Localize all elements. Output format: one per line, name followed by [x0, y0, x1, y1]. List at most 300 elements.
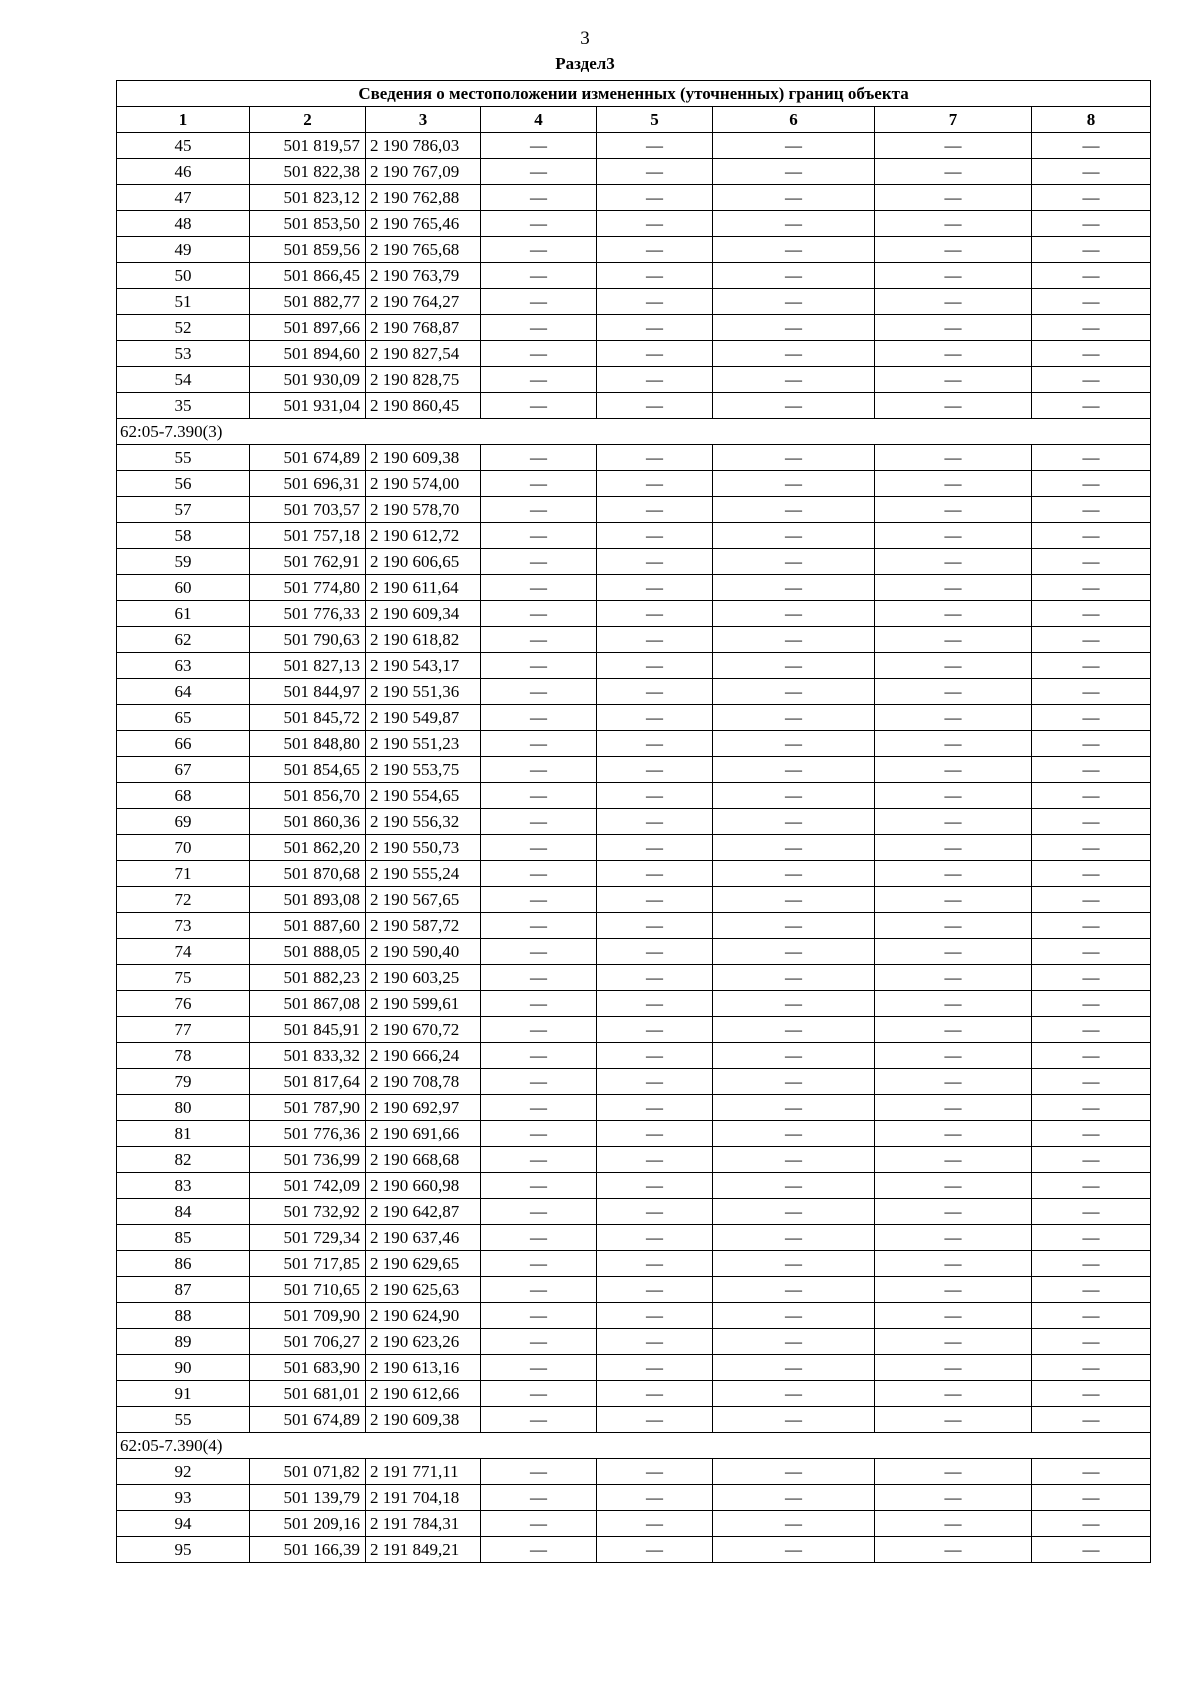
- group-row: [117, 419, 1151, 445]
- dash-cell: —: [597, 1095, 713, 1121]
- table-row: [117, 731, 1151, 757]
- dash-cell: —: [713, 549, 875, 575]
- group-label: 62:05-7.390(4): [117, 1433, 1151, 1459]
- table-row: [117, 367, 1151, 393]
- dash-cell: —: [481, 1251, 597, 1277]
- dash-cell: —: [1032, 237, 1151, 263]
- dash-cell: —: [597, 1485, 713, 1511]
- x-coordinate: 501 848,80: [250, 731, 366, 757]
- dash-cell: —: [481, 1095, 597, 1121]
- dash-cell: —: [713, 237, 875, 263]
- y-coordinate: 2 190 574,00: [366, 471, 481, 497]
- y-coordinate: 2 190 612,72: [366, 523, 481, 549]
- dash-cell: —: [597, 393, 713, 419]
- dash-cell: —: [481, 679, 597, 705]
- table-row: [117, 445, 1151, 471]
- dash-cell: —: [597, 1277, 713, 1303]
- dash-cell: —: [875, 1459, 1032, 1485]
- dash-cell: —: [713, 1251, 875, 1277]
- dash-cell: —: [875, 1303, 1032, 1329]
- dash-cell: —: [1032, 1225, 1151, 1251]
- x-coordinate: 501 776,33: [250, 601, 366, 627]
- table-row: [117, 1537, 1151, 1563]
- dash-cell: —: [1032, 133, 1151, 159]
- x-coordinate: 501 776,36: [250, 1121, 366, 1147]
- group-label: 62:05-7.390(3): [117, 419, 1151, 445]
- dash-cell: —: [481, 705, 597, 731]
- x-coordinate: 501 856,70: [250, 783, 366, 809]
- point-number: 76: [117, 991, 250, 1017]
- dash-cell: —: [875, 1537, 1032, 1563]
- dash-cell: —: [481, 263, 597, 289]
- dash-cell: —: [875, 705, 1032, 731]
- dash-cell: —: [1032, 1407, 1151, 1433]
- table-row: [117, 575, 1151, 601]
- point-number: 86: [117, 1251, 250, 1277]
- x-coordinate: 501 709,90: [250, 1303, 366, 1329]
- x-coordinate: 501 817,64: [250, 1069, 366, 1095]
- y-coordinate: 2 190 625,63: [366, 1277, 481, 1303]
- dash-cell: —: [875, 965, 1032, 991]
- x-coordinate: 501 757,18: [250, 523, 366, 549]
- table-row: [117, 757, 1151, 783]
- dash-cell: —: [1032, 497, 1151, 523]
- dash-cell: —: [713, 757, 875, 783]
- dash-cell: —: [481, 393, 597, 419]
- dash-cell: —: [1032, 1511, 1151, 1537]
- point-number: 88: [117, 1303, 250, 1329]
- dash-cell: —: [597, 705, 713, 731]
- dash-cell: —: [481, 1121, 597, 1147]
- dash-cell: —: [597, 471, 713, 497]
- point-number: 54: [117, 367, 250, 393]
- table-row: [117, 1043, 1151, 1069]
- dash-cell: —: [481, 159, 597, 185]
- dash-cell: —: [875, 1147, 1032, 1173]
- column-header: 6: [713, 107, 875, 133]
- table-row: [117, 965, 1151, 991]
- table-row: [117, 913, 1151, 939]
- dash-cell: —: [597, 523, 713, 549]
- dash-cell: —: [481, 601, 597, 627]
- column-header: 7: [875, 107, 1032, 133]
- dash-cell: —: [875, 783, 1032, 809]
- point-number: 65: [117, 705, 250, 731]
- dash-cell: —: [713, 1095, 875, 1121]
- dash-cell: —: [597, 783, 713, 809]
- x-coordinate: 501 071,82: [250, 1459, 366, 1485]
- dash-cell: —: [1032, 679, 1151, 705]
- dash-cell: —: [597, 1251, 713, 1277]
- table-row: [117, 939, 1151, 965]
- dash-cell: —: [481, 133, 597, 159]
- dash-cell: —: [597, 757, 713, 783]
- table-row: [117, 1069, 1151, 1095]
- table-row: [117, 185, 1151, 211]
- dash-cell: —: [1032, 861, 1151, 887]
- dash-cell: —: [713, 601, 875, 627]
- dash-cell: —: [481, 575, 597, 601]
- dash-cell: —: [875, 211, 1032, 237]
- table-row: [117, 861, 1151, 887]
- dash-cell: —: [597, 731, 713, 757]
- dash-cell: —: [713, 289, 875, 315]
- x-coordinate: 501 833,32: [250, 1043, 366, 1069]
- dash-cell: —: [1032, 471, 1151, 497]
- x-coordinate: 501 732,92: [250, 1199, 366, 1225]
- table-row: [117, 887, 1151, 913]
- y-coordinate: 2 190 578,70: [366, 497, 481, 523]
- x-coordinate: 501 930,09: [250, 367, 366, 393]
- dash-cell: —: [597, 1121, 713, 1147]
- table-row: [117, 497, 1151, 523]
- point-number: 35: [117, 393, 250, 419]
- dash-cell: —: [1032, 1199, 1151, 1225]
- dash-cell: —: [597, 549, 713, 575]
- point-number: 49: [117, 237, 250, 263]
- dash-cell: —: [597, 1173, 713, 1199]
- table-row: [117, 523, 1151, 549]
- x-coordinate: 501 683,90: [250, 1355, 366, 1381]
- x-coordinate: 501 860,36: [250, 809, 366, 835]
- dash-cell: —: [713, 809, 875, 835]
- dash-cell: —: [481, 1459, 597, 1485]
- page-number: 3: [580, 28, 590, 49]
- y-coordinate: 2 190 609,34: [366, 601, 481, 627]
- dash-cell: —: [875, 731, 1032, 757]
- dash-cell: —: [875, 237, 1032, 263]
- dash-cell: —: [481, 549, 597, 575]
- dash-cell: —: [713, 341, 875, 367]
- dash-cell: —: [1032, 601, 1151, 627]
- table-row: [117, 1173, 1151, 1199]
- coordinates-table: [116, 80, 1151, 1563]
- point-number: 51: [117, 289, 250, 315]
- table-row: [117, 1381, 1151, 1407]
- dash-cell: —: [713, 913, 875, 939]
- y-coordinate: 2 190 768,87: [366, 315, 481, 341]
- y-coordinate: 2 190 642,87: [366, 1199, 481, 1225]
- dash-cell: —: [597, 1043, 713, 1069]
- table-row: [117, 705, 1151, 731]
- dash-cell: —: [597, 211, 713, 237]
- dash-cell: —: [875, 1069, 1032, 1095]
- point-number: 62: [117, 627, 250, 653]
- y-coordinate: 2 190 590,40: [366, 939, 481, 965]
- dash-cell: —: [481, 1069, 597, 1095]
- dash-cell: —: [481, 1303, 597, 1329]
- y-coordinate: 2 190 691,66: [366, 1121, 481, 1147]
- point-number: 60: [117, 575, 250, 601]
- dash-cell: —: [481, 315, 597, 341]
- dash-cell: —: [597, 1355, 713, 1381]
- table-title: Сведения о местоположении измененных (уточненных) границ объекта: [117, 81, 1151, 107]
- dash-cell: —: [481, 185, 597, 211]
- dash-cell: —: [597, 1069, 713, 1095]
- dash-cell: —: [713, 939, 875, 965]
- point-number: 75: [117, 965, 250, 991]
- dash-cell: —: [1032, 1329, 1151, 1355]
- y-coordinate: 2 190 860,45: [366, 393, 481, 419]
- y-coordinate: 2 190 606,65: [366, 549, 481, 575]
- y-coordinate: 2 190 692,97: [366, 1095, 481, 1121]
- point-number: 81: [117, 1121, 250, 1147]
- dash-cell: —: [713, 1537, 875, 1563]
- dash-cell: —: [1032, 705, 1151, 731]
- dash-cell: —: [875, 757, 1032, 783]
- y-coordinate: 2 190 613,16: [366, 1355, 481, 1381]
- dash-cell: —: [1032, 757, 1151, 783]
- y-coordinate: 2 190 623,26: [366, 1329, 481, 1355]
- table-row: [117, 653, 1151, 679]
- dash-cell: —: [597, 445, 713, 471]
- y-coordinate: 2 190 629,65: [366, 1251, 481, 1277]
- dash-cell: —: [713, 367, 875, 393]
- dash-cell: —: [597, 1017, 713, 1043]
- point-number: 55: [117, 445, 250, 471]
- dash-cell: —: [1032, 523, 1151, 549]
- dash-cell: —: [713, 1355, 875, 1381]
- dash-cell: —: [1032, 393, 1151, 419]
- group-row: [117, 1433, 1151, 1459]
- dash-cell: —: [1032, 1173, 1151, 1199]
- dash-cell: —: [481, 1537, 597, 1563]
- point-number: 64: [117, 679, 250, 705]
- dash-cell: —: [1032, 1277, 1151, 1303]
- dash-cell: —: [597, 263, 713, 289]
- dash-cell: —: [713, 679, 875, 705]
- dash-cell: —: [1032, 783, 1151, 809]
- dash-cell: —: [875, 1407, 1032, 1433]
- x-coordinate: 501 774,80: [250, 575, 366, 601]
- dash-cell: —: [875, 1251, 1032, 1277]
- dash-cell: —: [713, 1485, 875, 1511]
- y-coordinate: 2 190 587,72: [366, 913, 481, 939]
- dash-cell: —: [1032, 939, 1151, 965]
- dash-cell: —: [875, 1329, 1032, 1355]
- point-number: 53: [117, 341, 250, 367]
- dash-cell: —: [875, 1381, 1032, 1407]
- dash-cell: —: [713, 653, 875, 679]
- dash-cell: —: [875, 1095, 1032, 1121]
- dash-cell: —: [875, 263, 1032, 289]
- x-coordinate: 501 762,91: [250, 549, 366, 575]
- dash-cell: —: [481, 1277, 597, 1303]
- dash-cell: —: [875, 393, 1032, 419]
- dash-cell: —: [875, 835, 1032, 861]
- dash-cell: —: [713, 887, 875, 913]
- dash-cell: —: [1032, 1121, 1151, 1147]
- point-number: 85: [117, 1225, 250, 1251]
- point-number: 52: [117, 315, 250, 341]
- x-coordinate: 501 787,90: [250, 1095, 366, 1121]
- x-coordinate: 501 822,38: [250, 159, 366, 185]
- y-coordinate: 2 190 708,78: [366, 1069, 481, 1095]
- dash-cell: —: [481, 835, 597, 861]
- point-number: 91: [117, 1381, 250, 1407]
- dash-cell: —: [875, 601, 1032, 627]
- point-number: 56: [117, 471, 250, 497]
- table-row: [117, 783, 1151, 809]
- dash-cell: —: [597, 809, 713, 835]
- dash-cell: —: [713, 445, 875, 471]
- table-row: [117, 159, 1151, 185]
- dash-cell: —: [481, 445, 597, 471]
- dash-cell: —: [875, 471, 1032, 497]
- column-header-row: [117, 107, 1151, 133]
- dash-cell: —: [481, 471, 597, 497]
- x-coordinate: 501 854,65: [250, 757, 366, 783]
- dash-cell: —: [713, 705, 875, 731]
- point-number: 57: [117, 497, 250, 523]
- dash-cell: —: [875, 549, 1032, 575]
- dash-cell: —: [875, 185, 1032, 211]
- table-row: [117, 549, 1151, 575]
- table-body: [117, 81, 1151, 1563]
- dash-cell: —: [481, 1381, 597, 1407]
- point-number: 83: [117, 1173, 250, 1199]
- x-coordinate: 501 139,79: [250, 1485, 366, 1511]
- table-row: [117, 1095, 1151, 1121]
- x-coordinate: 501 681,01: [250, 1381, 366, 1407]
- point-number: 68: [117, 783, 250, 809]
- y-coordinate: 2 190 668,68: [366, 1147, 481, 1173]
- table-row: [117, 809, 1151, 835]
- dash-cell: —: [713, 861, 875, 887]
- dash-cell: —: [713, 471, 875, 497]
- dash-cell: —: [597, 341, 713, 367]
- dash-cell: —: [481, 783, 597, 809]
- point-number: 59: [117, 549, 250, 575]
- dash-cell: —: [481, 1147, 597, 1173]
- x-coordinate: 501 674,89: [250, 445, 366, 471]
- column-header: 5: [597, 107, 713, 133]
- y-coordinate: 2 190 609,38: [366, 1407, 481, 1433]
- dash-cell: —: [1032, 1355, 1151, 1381]
- dash-cell: —: [481, 237, 597, 263]
- y-coordinate: 2 190 624,90: [366, 1303, 481, 1329]
- x-coordinate: 501 887,60: [250, 913, 366, 939]
- table-row: [117, 1511, 1151, 1537]
- dash-cell: —: [481, 627, 597, 653]
- dash-cell: —: [875, 523, 1032, 549]
- dash-cell: —: [597, 159, 713, 185]
- dash-cell: —: [713, 1459, 875, 1485]
- dash-cell: —: [597, 835, 713, 861]
- dash-cell: —: [1032, 1381, 1151, 1407]
- x-coordinate: 501 853,50: [250, 211, 366, 237]
- table-row: [117, 289, 1151, 315]
- y-coordinate: 2 190 827,54: [366, 341, 481, 367]
- dash-cell: —: [713, 1017, 875, 1043]
- table-row: [117, 1277, 1151, 1303]
- dash-cell: —: [875, 1277, 1032, 1303]
- x-coordinate: 501 870,68: [250, 861, 366, 887]
- y-coordinate: 2 190 599,61: [366, 991, 481, 1017]
- dash-cell: —: [481, 939, 597, 965]
- y-coordinate: 2 190 767,09: [366, 159, 481, 185]
- dash-cell: —: [481, 1173, 597, 1199]
- point-number: 74: [117, 939, 250, 965]
- dash-cell: —: [875, 341, 1032, 367]
- point-number: 70: [117, 835, 250, 861]
- dash-cell: —: [597, 887, 713, 913]
- y-coordinate: 2 190 556,32: [366, 809, 481, 835]
- y-coordinate: 2 190 786,03: [366, 133, 481, 159]
- x-coordinate: 501 706,27: [250, 1329, 366, 1355]
- dash-cell: —: [481, 861, 597, 887]
- dash-cell: —: [875, 653, 1032, 679]
- dash-cell: —: [597, 185, 713, 211]
- dash-cell: —: [1032, 185, 1151, 211]
- dash-cell: —: [713, 1303, 875, 1329]
- dash-cell: —: [597, 1225, 713, 1251]
- y-coordinate: 2 190 670,72: [366, 1017, 481, 1043]
- table-row: [117, 1199, 1151, 1225]
- dash-cell: —: [481, 1355, 597, 1381]
- dash-cell: —: [875, 159, 1032, 185]
- y-coordinate: 2 190 551,36: [366, 679, 481, 705]
- table-row: [117, 1303, 1151, 1329]
- dash-cell: —: [713, 1147, 875, 1173]
- dash-cell: —: [1032, 1069, 1151, 1095]
- dash-cell: —: [713, 1173, 875, 1199]
- point-number: 66: [117, 731, 250, 757]
- dash-cell: —: [481, 731, 597, 757]
- table-row: [117, 1251, 1151, 1277]
- dash-cell: —: [713, 185, 875, 211]
- point-number: 95: [117, 1537, 250, 1563]
- dash-cell: —: [713, 783, 875, 809]
- y-coordinate: 2 190 763,79: [366, 263, 481, 289]
- dash-cell: —: [481, 1225, 597, 1251]
- x-coordinate: 501 819,57: [250, 133, 366, 159]
- dash-cell: —: [875, 1199, 1032, 1225]
- dash-cell: —: [875, 887, 1032, 913]
- dash-cell: —: [481, 1485, 597, 1511]
- y-coordinate: 2 190 550,73: [366, 835, 481, 861]
- point-number: 61: [117, 601, 250, 627]
- dash-cell: —: [597, 289, 713, 315]
- dash-cell: —: [1032, 1043, 1151, 1069]
- dash-cell: —: [481, 1199, 597, 1225]
- y-coordinate: 2 190 765,46: [366, 211, 481, 237]
- table-row: [117, 1355, 1151, 1381]
- point-number: 63: [117, 653, 250, 679]
- x-coordinate: 501 882,77: [250, 289, 366, 315]
- dash-cell: —: [875, 1225, 1032, 1251]
- point-number: 58: [117, 523, 250, 549]
- y-coordinate: 2 191 849,21: [366, 1537, 481, 1563]
- dash-cell: —: [597, 575, 713, 601]
- dash-cell: —: [1032, 1095, 1151, 1121]
- dash-cell: —: [713, 1381, 875, 1407]
- dash-cell: —: [597, 1147, 713, 1173]
- dash-cell: —: [875, 1511, 1032, 1537]
- point-number: 93: [117, 1485, 250, 1511]
- point-number: 71: [117, 861, 250, 887]
- dash-cell: —: [597, 1199, 713, 1225]
- x-coordinate: 501 844,97: [250, 679, 366, 705]
- dash-cell: —: [597, 1407, 713, 1433]
- table-row: [117, 1459, 1151, 1485]
- dash-cell: —: [875, 861, 1032, 887]
- dash-cell: —: [597, 653, 713, 679]
- dash-cell: —: [597, 1329, 713, 1355]
- dash-cell: —: [481, 367, 597, 393]
- y-coordinate: 2 190 765,68: [366, 237, 481, 263]
- dash-cell: —: [713, 575, 875, 601]
